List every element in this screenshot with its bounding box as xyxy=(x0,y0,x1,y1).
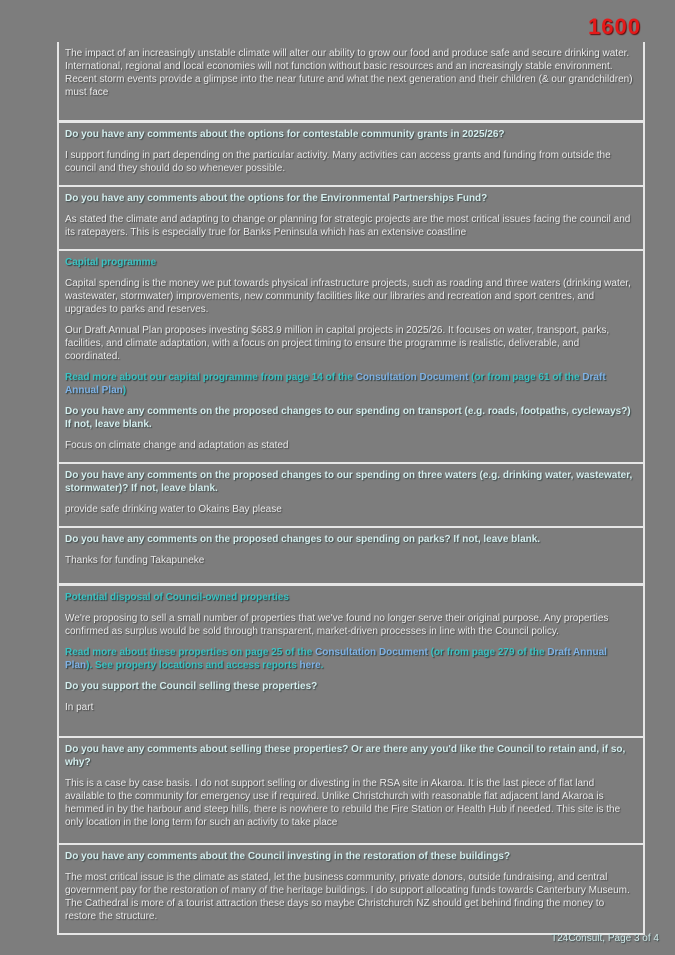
here-link[interactable]: here xyxy=(299,660,321,671)
answer-text: The most critical issue is the climate as stated, let the business community, private donors, outside fundraising, and central government pay for the restoration of many of the heritage buildings. I do support allocating funds towards Canterbury Museum. The Cathedral is more of a tourist attraction these days so maybe Christchurch NZ should get behind finding the money to restore the structure. xyxy=(65,872,630,922)
answer-text: I support funding in part depending on the particular activity. Many activities can access grants and funding from outside the council and they should do so whenever possible. xyxy=(65,150,611,174)
read-more-text: ) xyxy=(122,385,127,396)
read-more-text: Read more about our capital programme from page 14 of the xyxy=(65,372,356,383)
capital-paragraph-2: Our Draft Annual Plan proposes investing $683.9 million in capital projects in 2025/26. It focuses on water, transport, parks, facilities, and climate adaptation, with a focus on project timing to ensure the programme is realistic, deliverable, and coordinated. xyxy=(65,325,610,362)
question-text: Do you have any comments on the proposed changes to our spending on transport (e.g. roads, footpaths, cycleways?) If not, leave blank. xyxy=(65,406,631,430)
read-more-text: (or from page 61 of the xyxy=(468,372,583,383)
answer-text: provide safe drinking water to Okains Bay please xyxy=(65,504,282,515)
section-heading: Potential disposal of Council-owned properties xyxy=(65,592,289,603)
answer-text: In part xyxy=(65,702,94,713)
answer-text: Focus on climate change and adaptation as stated xyxy=(65,440,289,451)
intro-row xyxy=(59,42,643,120)
capital-programme-row xyxy=(59,251,643,462)
answer-text: This is a case by case basis. I do not support selling or divesting in the RSA site in Akaroa. It is the last piece of flat land available to the community for emergency use if required. Unlike Christchurch with reasonable flat adjacent land Akaroa is hemmed in by the harbour and steep hills, there is nowhere to rebuild the Fire Station or Health Hub if needed. This site is the only location in the long term for such an activity to take place xyxy=(65,778,621,828)
read-more-text: (or from page 279 of the xyxy=(427,647,548,658)
consultation-document-link[interactable]: Consultation Document xyxy=(315,647,428,658)
properties-paragraph: We're proposing to sell a small number of properties that we've found no longer serve their original purpose. Any properties confirmed as surplus would be sold through transparent, market-driven processes in line with the Council policy. xyxy=(65,613,609,637)
qa-three-waters-row xyxy=(59,464,643,526)
read-more-text: . xyxy=(320,660,324,671)
read-more-line xyxy=(65,646,633,672)
question-text: Do you have any comments on the proposed changes to our spending on three waters (e.g. drinking water, wastewater, stormwater)? If not, leave blank. xyxy=(65,470,633,494)
question-text: Do you have any comments about selling these properties? Or are there any you'd like the Council to retain and, if so, why? xyxy=(65,744,626,768)
draft-annual-plan-link[interactable]: Draft Annual Plan xyxy=(65,372,606,396)
read-more-line xyxy=(65,371,633,397)
intro-paragraph: The impact of an increasingly unstable climate will alter our ability to grow our food and produce safe and secure drinking water. International, regional and local economies will not function without basic resources and an increasingly stable environment. Recent storm events provide a glimpse into the near future and what the next generation and their children (& our grandchildren) must face xyxy=(65,48,633,98)
question-text: Do you support the Council selling these properties? xyxy=(65,681,318,692)
capital-paragraph-1: Capital spending is the money we put towards physical infrastructure projects, such as roading and three waters (drinking water, wastewater, stormwater) improvements, new community facilities like our libraries and recreation and sport centres, and upgrades to parks and reserves. xyxy=(65,278,631,315)
read-more-text: ). See property locations and access reports xyxy=(86,660,300,671)
draft-annual-plan-link[interactable]: Draft Annual Plan xyxy=(65,647,607,671)
question-text: Do you have any comments on the proposed changes to our spending on parks? If not, leave blank. xyxy=(65,534,541,545)
consultation-document-link[interactable]: Consultation Document xyxy=(355,372,469,383)
qa-selling-row xyxy=(59,738,643,843)
qa-parks-row xyxy=(59,528,643,583)
property-disposal-row xyxy=(59,586,643,736)
question-text: Do you have any comments about the options for the Environmental Partnerships Fund? xyxy=(65,193,488,204)
footer-page-indicator: T24Consult, Page 3 of 4 xyxy=(551,933,659,944)
answer-text: Thanks for funding Takapuneke xyxy=(65,555,205,566)
read-more-text: Read more about these properties on page 25 of the xyxy=(65,647,316,658)
answer-text: As stated the climate and adapting to change or planning for strategic projects are the most critical issues facing the council and its ratepayers. This is especially true for Banks Peninsula which has an extensive coastline xyxy=(65,214,631,238)
section-heading: Capital programme xyxy=(65,257,157,268)
submission-form xyxy=(57,42,645,935)
qa-restoration-row xyxy=(59,845,643,933)
qa-grants-row xyxy=(59,123,643,185)
question-text: Do you have any comments about the options for contestable community grants in 2025/26? xyxy=(65,129,505,140)
qa-environment-row xyxy=(59,187,643,249)
page-number-stamp: 1600 xyxy=(588,14,641,39)
question-text: Do you have any comments about the Council investing in the restoration of these buildings? xyxy=(65,851,511,862)
